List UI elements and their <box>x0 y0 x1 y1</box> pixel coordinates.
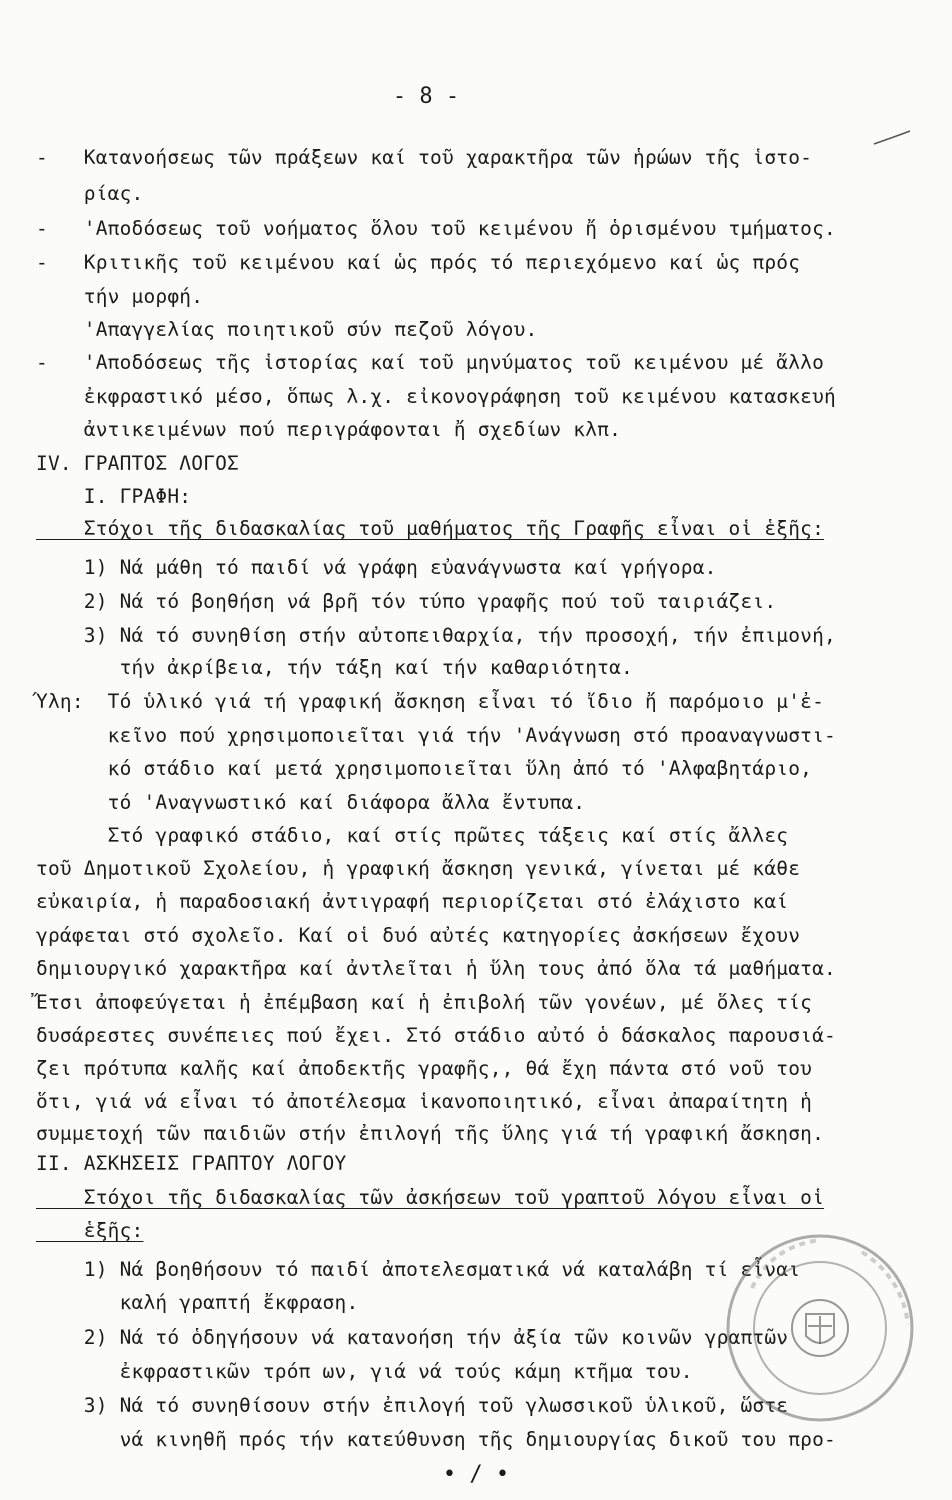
list-item: καλή γραπτή ἔκφραση. <box>36 1291 359 1314</box>
text-line: τό 'Αναγνωστικό καί διάφορα ἄλλα ἔντυπα. <box>36 791 586 814</box>
text-line: συμμετοχή τῶν παιδιῶν στήν ἐπιλογή τῆς ὕλης γιά τή γραφική ἄσκηση. <box>36 1122 825 1145</box>
text-line: εὐκαιρία, ἡ παραδοσιακή ἀντιγραφή περιορίζεται στό ἐλάχιστο καί <box>36 890 789 913</box>
subsection-heading: I. ΓΡΑΦΗ: <box>36 485 192 508</box>
text-line: τοῦ Δημοτικοῦ Σχολείου, ἡ γραφική ἄσκηση γενικά, γίνεται μέ κάθε <box>36 857 801 880</box>
text-line: ζει πρότυπα καλῆς καί ἀποδεκτῆς γραφῆς,, θά ἔχη πάντα στό νοῦ του <box>36 1057 813 1080</box>
text-line: δυσάρεστες συνέπειες πού ἔχει. Στό στάδιο αὐτό ὁ δάσκαλος παρουσιά- <box>36 1024 836 1047</box>
material-paragraph: Ύλη: Τό ὑλικό γιά τή γραφική ἄσκηση εἶναι τό ἴδιο ἤ παρόμοιο μ'ἐ- <box>36 690 825 713</box>
text-line: κό στάδιο καί μετά χρησιμοποιεῖται ὕλη ἀπό τό 'Αλφαβητάριο, <box>36 757 813 780</box>
text-line: Στό γραφικό στάδιο, καί στίς πρῶτες τάξεις καί στίς ἄλλες <box>36 824 789 847</box>
objectives-heading-cont: ἑξῆς: <box>36 1219 144 1242</box>
list-item: 3) Νά τό συνηθίση στήν αὐτοπειθαρχία, τήν προσοχή, τήν ἐπιμονή, <box>36 624 836 647</box>
official-seal-stamp <box>712 1228 922 1428</box>
ink-mark <box>872 128 912 148</box>
text-line: Ἔτσι ἀποφεύγεται ἡ ἐπέμβαση καί ἡ ἐπιβολή τῶν γονέων, μέ ὅλες τίς <box>36 991 813 1014</box>
text-line: - 'Αποδόσεως τῆς ἱστορίας καί τοῦ μηνύματος τοῦ κειμένου μέ ἄλλο <box>36 351 825 374</box>
list-item: 2) Νά τό βοηθήση νά βρῆ τόν τύπο γραφῆς πού τοῦ ταιριάζει. <box>36 590 777 613</box>
text-line: κεῖνο πού χρησιμοποιεῖται γιά τήν 'Ανάγνωση στό προαναγνωστι- <box>36 724 836 747</box>
page-footer: • / • <box>442 1462 510 1487</box>
text-line: - 'Αποδόσεως τοῦ νοήματος ὅλου τοῦ κειμένου ἤ ὁρισμένου τμήματος. <box>36 217 836 240</box>
text-line: 'Απαγγελίας ποιητικοῦ σύν πεζοῦ λόγου. <box>36 318 538 341</box>
objectives-heading: Στόχοι τῆς διδασκαλίας τῶν ἀσκήσεων τοῦ γραπτοῦ λόγου εἶναι οἱ <box>36 1186 825 1209</box>
list-item: νά κινηθῆ πρός τήν κατεύθυνση τῆς δημιουργίας δικοῦ του προ- <box>36 1428 836 1451</box>
text-line: - Κριτικῆς τοῦ κειμένου καί ὡς πρός τό περιεχόμενο καί ὡς πρός <box>36 251 801 274</box>
text-line: ἐκφραστικό μέσο, ὅπως λ.χ. εἰκονογράφηση τοῦ κειμένου κατασκευή <box>36 385 836 408</box>
text-line: γράφεται στό σχολεῖο. Καί οἱ δυό αὐτές κατηγορίες ἀσκήσεων ἔχουν <box>36 924 801 947</box>
section-heading: IV. ΓΡΑΠΤΟΣ ΛΟΓΟΣ <box>36 452 239 475</box>
text-line: δημιουργικό χαρακτῆρα καί ἀντλεῖται ἡ ὕλη τους ἀπό ὅλα τά μαθήματα. <box>36 957 836 980</box>
text-line: - Κατανοήσεως τῶν πράξεων καί τοῦ χαρακτῆρα τῶν ἡρώων τῆς ἱστο- <box>36 146 813 169</box>
list-item: 2) Νά τό ὁδηγήσουν νά κατανοήση τήν ἀξία τῶν κοινῶν γραπτῶν <box>36 1326 789 1349</box>
list-item: 1) Νά μάθη τό παιδί νά γράφη εὐανάγνωστα καί γρήγορα. <box>36 556 717 579</box>
text-line: ἀντικειμένων πού περιγράφονται ἤ σχεδίων κλπ. <box>36 418 622 441</box>
section-heading: II. ΑΣΚΗΣΕΙΣ ΓΡΑΠΤΟΥ ΛΟΓΟΥ <box>36 1152 347 1175</box>
objectives-heading: Στόχοι τῆς διδασκαλίας τοῦ μαθήματος τῆς Γραφῆς εἶναι οἱ ἑξῆς: <box>36 517 825 540</box>
text-line: ὅτι, γιά νά εἶναι τό ἀποτέλεσμα ἱκανοποιητικό, εἶναι ἀπαραίτητη ἡ <box>36 1090 813 1113</box>
page-number: - 8 - <box>392 84 460 109</box>
list-item: 1) Νά βοηθήσουν τό παιδί ἀποτελεσματικά νά καταλάβη τί εἶναι <box>36 1258 801 1281</box>
list-item: ἐκφραστικῶν τρόπ ων, γιά νά τούς κάμη κτῆμα του. <box>36 1360 693 1383</box>
list-item: 3) Νά τό συνηθίσουν στήν ἐπιλογή τοῦ γλωσσικοῦ ὑλικοῦ, ὥστε <box>36 1394 789 1417</box>
text-line: ρίας. <box>36 182 144 205</box>
list-item: τήν ἀκρίβεια, τήν τάξη καί τήν καθαριότητα. <box>36 656 633 679</box>
text-line: τήν μορφή. <box>36 285 204 308</box>
